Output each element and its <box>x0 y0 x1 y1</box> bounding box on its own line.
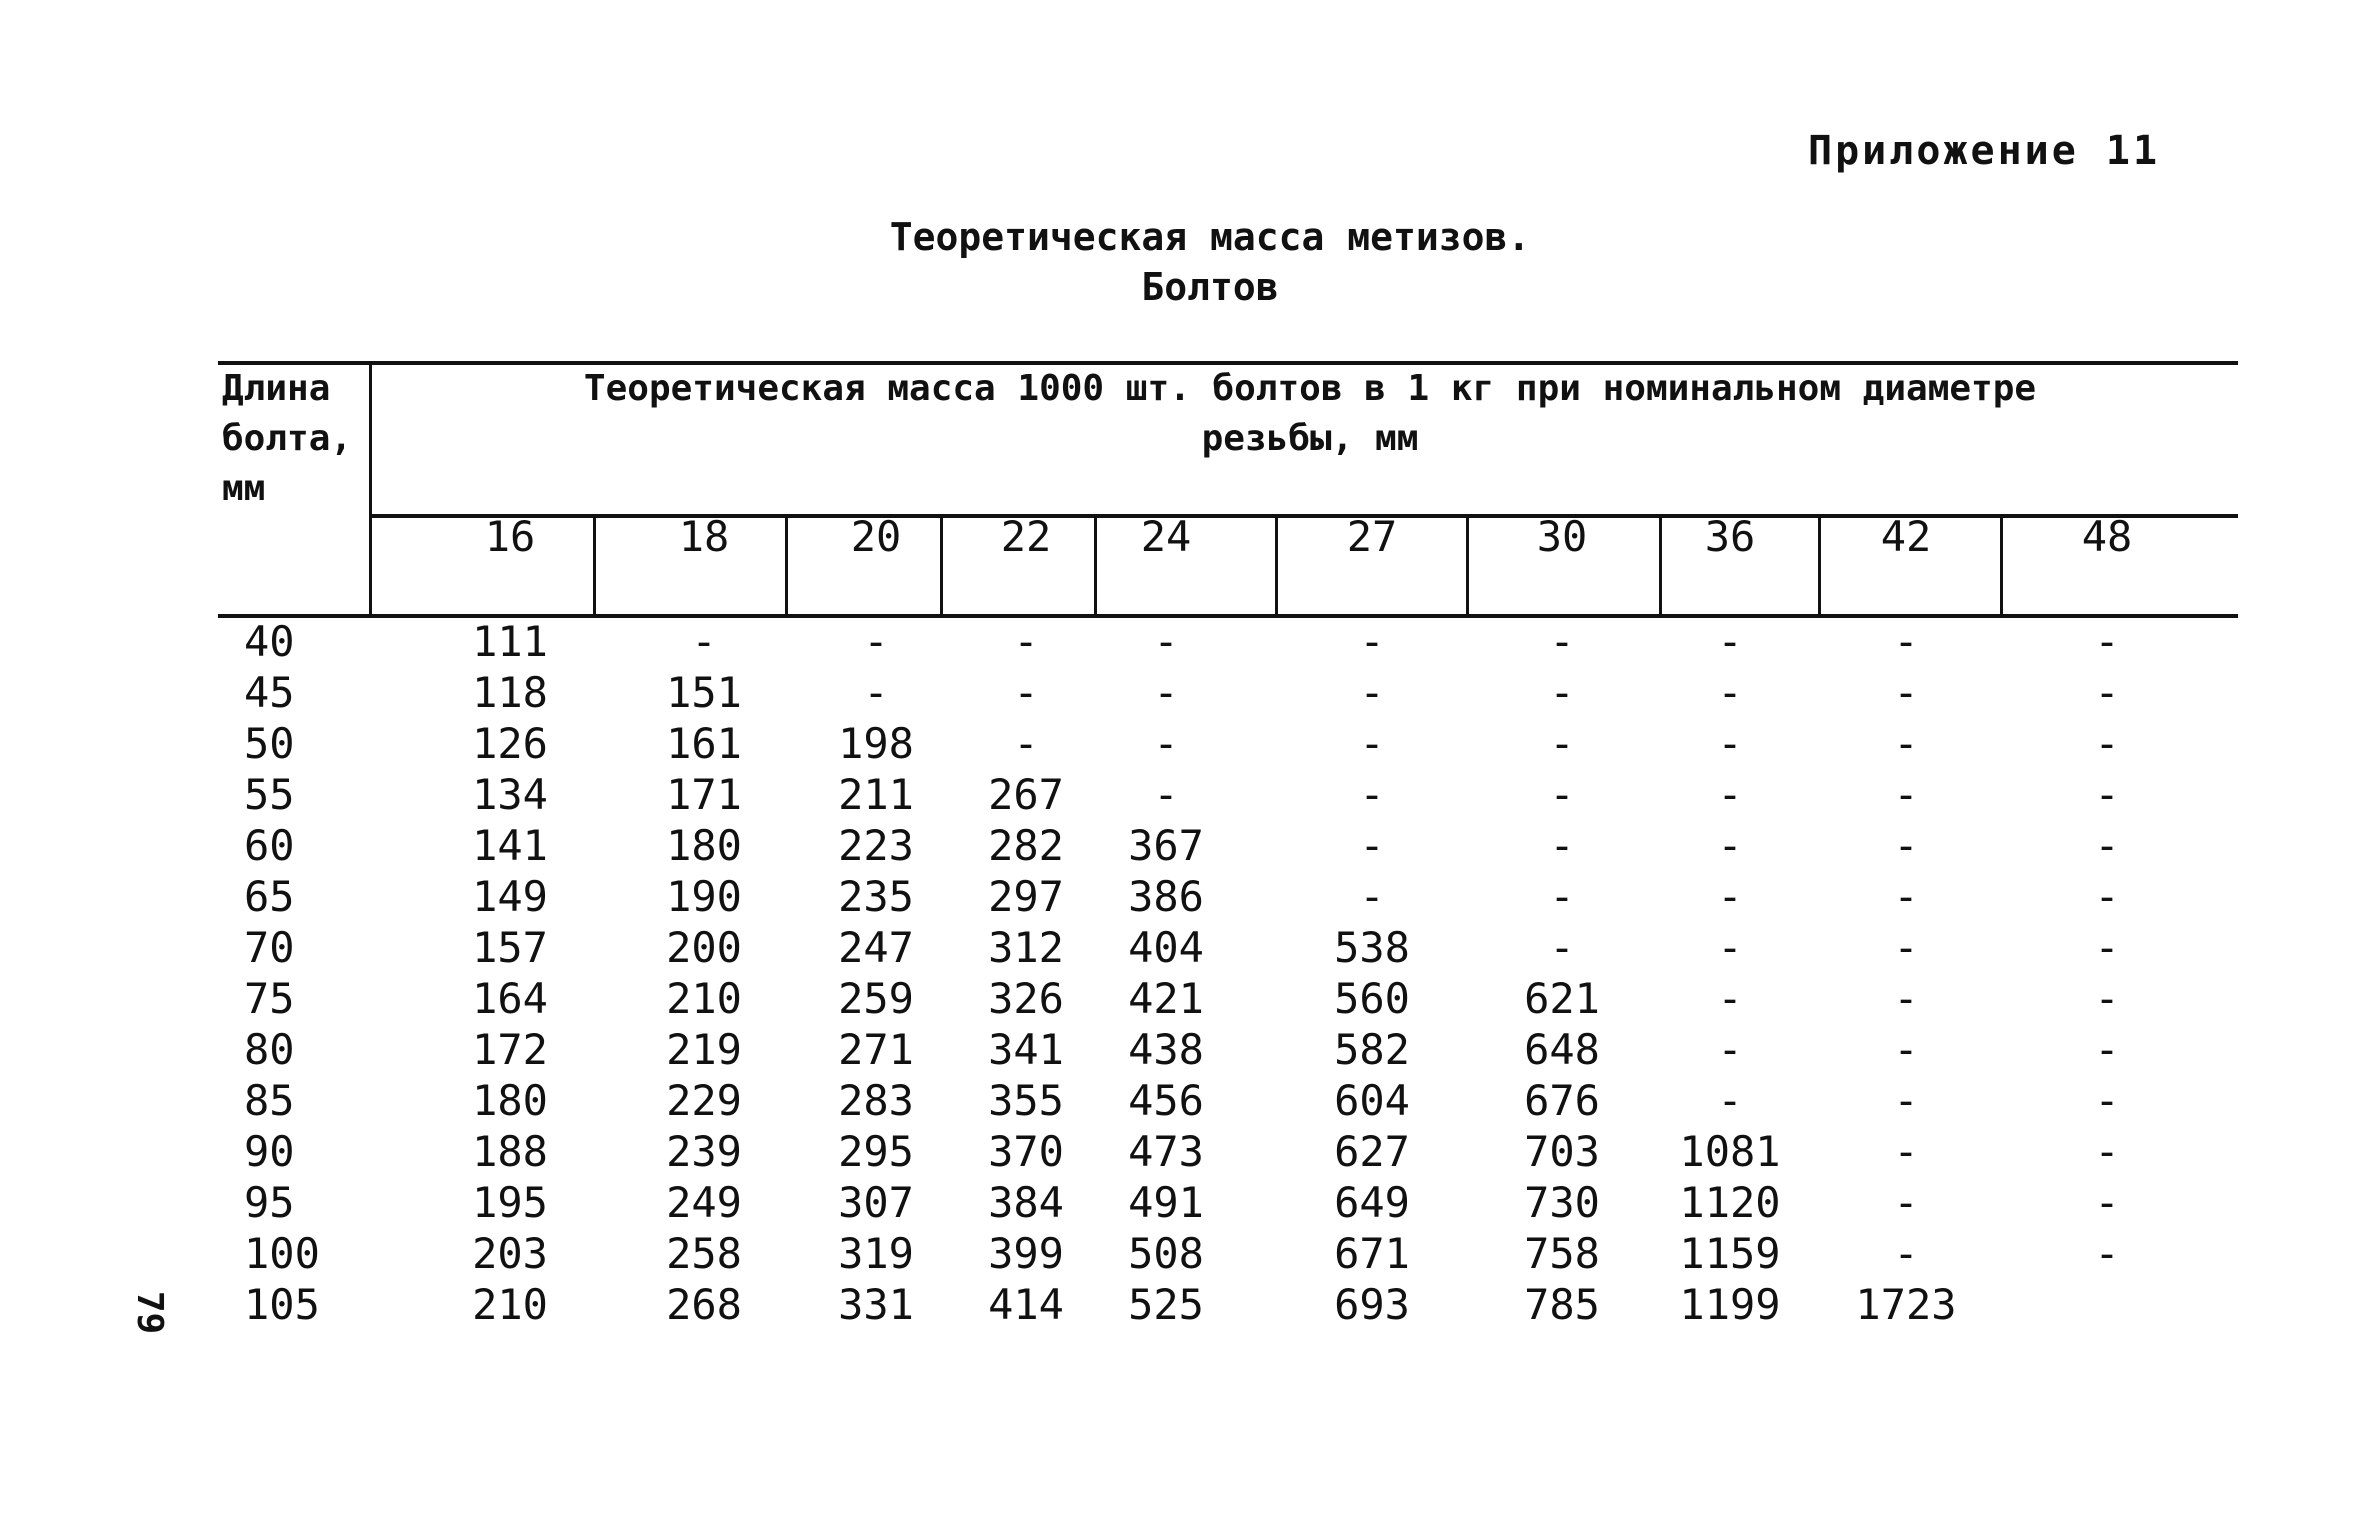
diameter-column-rule <box>1094 514 1097 617</box>
mass-value-cell: - <box>1549 719 1575 768</box>
mass-value-cell: 271 <box>838 1025 914 1074</box>
mass-value-cell: - <box>1893 719 1919 768</box>
mass-value-cell: - <box>1013 719 1039 768</box>
mass-value-cell: - <box>1549 872 1575 921</box>
length-header <box>222 364 352 514</box>
mass-value-cell: - <box>1359 872 1385 921</box>
mass-value-cell: 239 <box>666 1127 742 1176</box>
length-header-line: Длина <box>222 368 331 409</box>
mass-value-cell: 386 <box>1128 872 1204 921</box>
mass-value-cell: 307 <box>838 1178 914 1227</box>
bolt-length-cell: 50 <box>244 719 295 768</box>
mass-value-cell: 126 <box>472 719 548 768</box>
mass-value-cell: - <box>1013 668 1039 717</box>
mass-value-cell: 473 <box>1128 1127 1204 1176</box>
mass-value-cell: 235 <box>838 872 914 921</box>
mass-value-cell: - <box>1717 617 1743 666</box>
bolt-length-cell: 60 <box>244 821 295 870</box>
mass-value-cell: 229 <box>666 1076 742 1125</box>
diameter-header: 22 <box>1000 512 1052 561</box>
diameter-header: 16 <box>484 512 536 561</box>
mass-value-cell: 703 <box>1524 1127 1600 1176</box>
bolt-length-cell: 65 <box>244 872 295 921</box>
mass-value-cell: - <box>863 668 889 717</box>
bolt-length-cell: 80 <box>244 1025 295 1074</box>
mass-value-cell: 399 <box>988 1229 1064 1278</box>
mass-value-cell: - <box>863 617 889 666</box>
mass-value-cell: 404 <box>1128 923 1204 972</box>
mass-value-cell: - <box>1549 821 1575 870</box>
diameter-column-rule <box>1466 514 1469 617</box>
mass-value-cell: 649 <box>1334 1178 1410 1227</box>
mass-value-cell: 223 <box>838 821 914 870</box>
mass-value-cell: 370 <box>988 1127 1064 1176</box>
mass-value-cell: 676 <box>1524 1076 1600 1125</box>
mass-value-cell: - <box>1893 923 1919 972</box>
mass-value-cell: - <box>1717 668 1743 717</box>
length-header-line: мм <box>222 468 266 509</box>
mass-value-cell: - <box>2094 1025 2120 1074</box>
bolt-length-cell: 40 <box>244 617 295 666</box>
mass-value-cell: 312 <box>988 923 1064 972</box>
mass-value-cell: - <box>2094 1178 2120 1227</box>
mass-value-cell: - <box>1153 617 1179 666</box>
bolt-length-cell: 90 <box>244 1127 295 1176</box>
mass-value-cell: 671 <box>1334 1229 1410 1278</box>
mass-value-cell: 421 <box>1128 974 1204 1023</box>
diameter-column-rule <box>593 514 596 617</box>
mass-value-cell: 157 <box>472 923 548 972</box>
mass-value-cell: 249 <box>666 1178 742 1227</box>
mass-value-cell: - <box>1359 617 1385 666</box>
mass-value-cell: 161 <box>666 719 742 768</box>
mass-value-cell: 319 <box>838 1229 914 1278</box>
mass-value-cell: 247 <box>838 923 914 972</box>
mass-header-line: резьбы, мм <box>1201 418 1419 459</box>
mass-value-cell: 297 <box>988 872 1064 921</box>
mass-value-cell: - <box>1893 1178 1919 1227</box>
mass-value-cell: 1081 <box>1679 1127 1781 1176</box>
mass-header <box>370 364 2250 464</box>
mass-value-cell: 134 <box>472 770 548 819</box>
mass-value-cell: - <box>1153 668 1179 717</box>
mass-value-cell: 355 <box>988 1076 1064 1125</box>
diameter-header: 36 <box>1704 512 1756 561</box>
mass-value-cell: - <box>1893 872 1919 921</box>
mass-value-cell: 560 <box>1334 974 1410 1023</box>
mass-value-cell: 203 <box>472 1229 548 1278</box>
mass-value-cell: - <box>1153 770 1179 819</box>
mass-value-cell: - <box>1717 923 1743 972</box>
mass-value-cell: 195 <box>472 1178 548 1227</box>
bolt-length-cell: 85 <box>244 1076 295 1125</box>
mass-value-cell: - <box>1893 668 1919 717</box>
diameter-column-rule <box>2000 514 2003 617</box>
diameter-header: 24 <box>1140 512 1192 561</box>
mass-value-cell: 210 <box>666 974 742 1023</box>
mass-value-cell: 188 <box>472 1127 548 1176</box>
mass-value-cell: 331 <box>838 1280 914 1329</box>
mass-value-cell: 604 <box>1334 1076 1410 1125</box>
mass-value-cell: - <box>1717 719 1743 768</box>
mass-value-cell: - <box>1013 617 1039 666</box>
mass-value-cell: - <box>1893 821 1919 870</box>
mass-value-cell: - <box>1153 719 1179 768</box>
mass-value-cell: 1120 <box>1679 1178 1781 1227</box>
mass-value-cell: - <box>1359 719 1385 768</box>
mass-value-cell: 190 <box>666 872 742 921</box>
mass-value-cell: 438 <box>1128 1025 1204 1074</box>
diameter-header: 20 <box>850 512 902 561</box>
mass-value-cell: 151 <box>666 668 742 717</box>
bolt-length-cell: 55 <box>244 770 295 819</box>
mass-header-line: Теоретическая масса 1000 шт. болтов в 1 кг при номинальном диаметре <box>583 368 2037 409</box>
mass-value-cell: - <box>1893 1127 1919 1176</box>
diameter-header: 42 <box>1880 512 1932 561</box>
mass-value-cell: - <box>2094 923 2120 972</box>
mass-value-cell: 621 <box>1524 974 1600 1023</box>
mass-value-cell: 508 <box>1128 1229 1204 1278</box>
mass-value-cell: 267 <box>988 770 1064 819</box>
mass-value-cell: 758 <box>1524 1229 1600 1278</box>
mass-value-cell: - <box>1717 1076 1743 1125</box>
appendix-label: Приложение 11 <box>1808 128 2161 174</box>
mass-value-cell: 219 <box>666 1025 742 1074</box>
mass-value-cell: - <box>2094 668 2120 717</box>
bolt-length-cell: 100 <box>244 1229 320 1278</box>
page-number: 79 <box>129 1290 171 1335</box>
diameter-column-rule <box>1275 514 1278 617</box>
mass-value-cell: 259 <box>838 974 914 1023</box>
mass-value-cell: 180 <box>666 821 742 870</box>
diameter-column-rule <box>1818 514 1821 617</box>
mass-value-cell: 295 <box>838 1127 914 1176</box>
mass-value-cell: - <box>1717 770 1743 819</box>
mass-value-cell: 456 <box>1128 1076 1204 1125</box>
mass-value-cell: - <box>1893 770 1919 819</box>
mass-value-cell: - <box>2094 770 2120 819</box>
mass-value-cell: - <box>1717 821 1743 870</box>
mass-value-cell: 268 <box>666 1280 742 1329</box>
mass-value-cell: - <box>1717 974 1743 1023</box>
mass-value-cell: - <box>2094 1229 2120 1278</box>
mass-value-cell: 384 <box>988 1178 1064 1227</box>
mass-value-cell: - <box>1893 1076 1919 1125</box>
mass-value-cell: - <box>1549 770 1575 819</box>
mass-value-cell: 180 <box>472 1076 548 1125</box>
mass-value-cell: 198 <box>838 719 914 768</box>
mass-value-cell: - <box>2094 872 2120 921</box>
mass-value-cell: 525 <box>1128 1280 1204 1329</box>
mass-value-cell: 118 <box>472 668 548 717</box>
mass-value-cell: 211 <box>838 770 914 819</box>
mass-value-cell: 200 <box>666 923 742 972</box>
mass-value-cell: - <box>2094 617 2120 666</box>
mass-value-cell: 582 <box>1334 1025 1410 1074</box>
mass-value-cell: 326 <box>988 974 1064 1023</box>
mass-value-cell: 1159 <box>1679 1229 1781 1278</box>
mass-value-cell: - <box>1549 617 1575 666</box>
mass-value-cell: - <box>2094 1127 2120 1176</box>
mass-value-cell: 149 <box>472 872 548 921</box>
mass-value-cell: - <box>2094 1076 2120 1125</box>
bolt-length-cell: 70 <box>244 923 295 972</box>
mass-value-cell: - <box>1359 668 1385 717</box>
mass-value-cell: 111 <box>472 617 548 666</box>
page-title: Теоретическая масса метизов. <box>889 215 1531 259</box>
mass-value-cell: 341 <box>988 1025 1064 1074</box>
mass-value-cell: - <box>1893 974 1919 1023</box>
mass-value-cell: 414 <box>988 1280 1064 1329</box>
mass-value-cell: - <box>1893 1025 1919 1074</box>
bolt-length-cell: 105 <box>244 1280 320 1329</box>
mass-value-cell: - <box>2094 974 2120 1023</box>
mass-value-cell: - <box>1359 821 1385 870</box>
mass-value-cell: 627 <box>1334 1127 1410 1176</box>
diameter-header: 30 <box>1536 512 1588 561</box>
mass-value-cell: - <box>1717 1025 1743 1074</box>
mass-value-cell: 164 <box>472 974 548 1023</box>
bolt-length-cell: 95 <box>244 1178 295 1227</box>
mass-value-cell: 367 <box>1128 821 1204 870</box>
diameter-header: 18 <box>678 512 730 561</box>
mass-value-cell: 210 <box>472 1280 548 1329</box>
diameter-header: 48 <box>2081 512 2133 561</box>
mass-value-cell: - <box>1893 617 1919 666</box>
diameter-column-rule <box>940 514 943 617</box>
mass-value-cell: 141 <box>472 821 548 870</box>
mass-value-cell: 1199 <box>1679 1280 1781 1329</box>
mass-value-cell: 730 <box>1524 1178 1600 1227</box>
length-header-line: болта, <box>222 418 353 459</box>
mass-value-cell: 538 <box>1334 923 1410 972</box>
mass-value-cell: 172 <box>472 1025 548 1074</box>
mass-value-cell: 283 <box>838 1076 914 1125</box>
mass-value-cell: - <box>2094 719 2120 768</box>
page-subtitle: Болтов <box>1141 265 1279 309</box>
mass-value-cell: 258 <box>666 1229 742 1278</box>
diameter-column-rule <box>785 514 788 617</box>
mass-value-cell: 693 <box>1334 1280 1410 1329</box>
diameter-header: 27 <box>1346 512 1398 561</box>
mass-value-cell: - <box>691 617 717 666</box>
mass-value-cell: 1723 <box>1855 1280 1957 1329</box>
mass-value-cell: 648 <box>1524 1025 1600 1074</box>
mass-value-cell: - <box>1717 872 1743 921</box>
mass-value-cell: 282 <box>988 821 1064 870</box>
mass-value-cell: 491 <box>1128 1178 1204 1227</box>
mass-value-cell: - <box>1359 770 1385 819</box>
mass-value-cell: - <box>1549 668 1575 717</box>
mass-value-cell: - <box>1893 1229 1919 1278</box>
mass-value-cell: 171 <box>666 770 742 819</box>
diameter-column-rule <box>1659 514 1662 617</box>
mass-value-cell: 785 <box>1524 1280 1600 1329</box>
bolt-length-cell: 75 <box>244 974 295 1023</box>
mass-value-cell: - <box>2094 821 2120 870</box>
bolt-length-cell: 45 <box>244 668 295 717</box>
mass-value-cell: - <box>1549 923 1575 972</box>
